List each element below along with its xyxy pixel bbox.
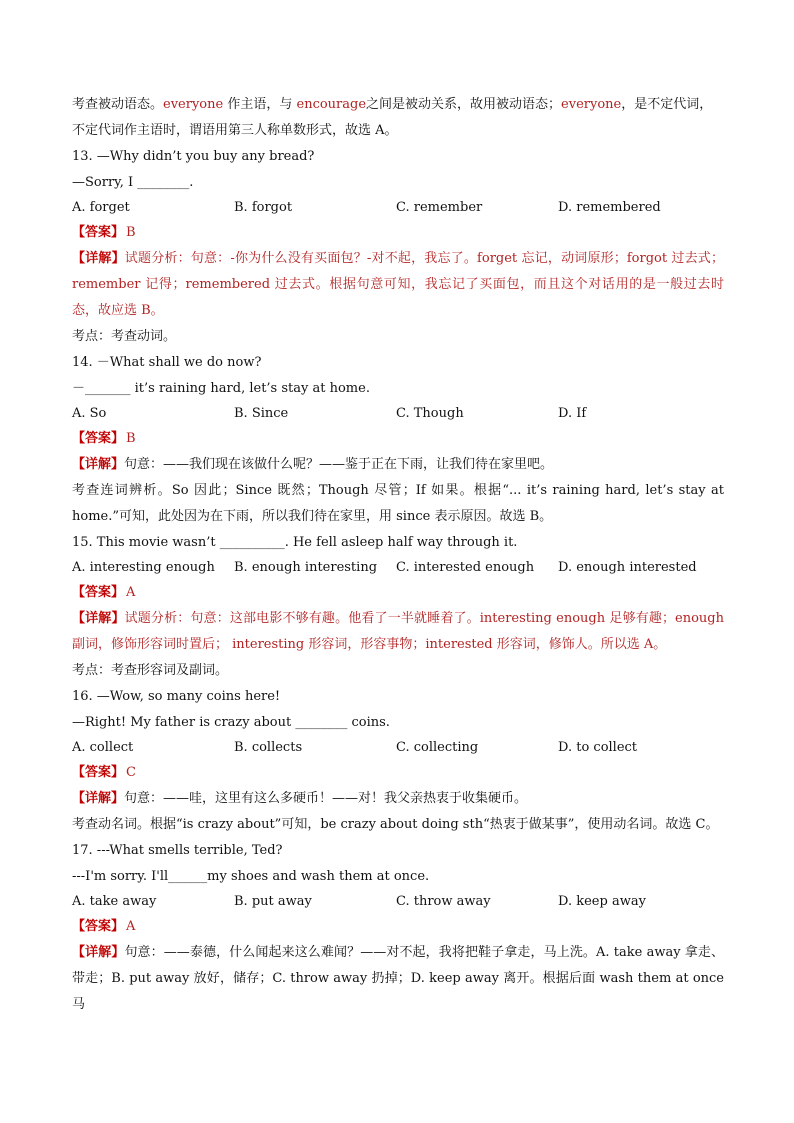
question-14: [72, 350, 724, 530]
option-a: A. forget: [72, 200, 130, 215]
option-a: A. interesting enough: [72, 560, 215, 575]
option-d: D. If: [558, 406, 587, 421]
detail-text: 【详解】句意：——我们现在该做什么呢？——鉴于正在下雨，让我们待在家里吧。: [72, 457, 554, 472]
answer-line: 【答案】 A: [72, 919, 136, 934]
question-stem: 13. —Why didn’t you buy any bread?: [72, 149, 315, 164]
document-page: [72, 92, 724, 1018]
question-17: [72, 838, 724, 1018]
question-stem: 15. This movie wasn’t __________. He fell asleep half way through it.: [72, 535, 518, 550]
point-text: 考查连词辨析。So 因此；Since 既然；Though 尽管；If 如果。根据“... it’s raining hard, let’s stay at home.”可知，此处因为在下雨，所以我们待在家里，用 since 表示原因。故选 B。: [72, 483, 724, 524]
option-d: D. keep away: [558, 894, 646, 909]
option-b: B. enough interesting: [234, 560, 378, 575]
question-stem: 16. —Wow, so many coins here!: [72, 689, 281, 704]
detail-text: 【详解】句意：——哇，这里有这么多硬币！——对！我父亲热衷于收集硬币。: [72, 791, 528, 806]
question-stem: 14. －What shall we do now?: [72, 355, 262, 370]
option-a: A. take away: [72, 894, 157, 909]
option-a: A. collect: [72, 740, 134, 755]
detail-text: 【详解】句意：——泰德，什么闻起来这么难闻？——对不起，我将把鞋子拿走，马上洗。A. take away 拿走、带走；B. put away 放好，储存；C. throw away 扔掉；D. keep away 离开。根据后面 wash them at once 马: [72, 945, 724, 1012]
question-stem: 17. ---What smells terrible, Ted?: [72, 843, 283, 858]
option-d: D. enough interested: [558, 560, 697, 575]
question-stem: —Sorry, I ________.: [72, 175, 194, 190]
question-13: [72, 144, 724, 350]
question-15: [72, 530, 724, 684]
options-row: [72, 736, 724, 760]
option-b: B. collects: [234, 740, 303, 755]
answer-line: 【答案】 B: [72, 431, 136, 446]
point-text: 考查动名词。根据“is crazy about”可知，be crazy about doing sth“热衷于做某事”，使用动名词。故选 C。: [72, 817, 719, 832]
option-c: C. collecting: [396, 740, 479, 755]
option-c: C. remember: [396, 200, 483, 215]
option-b: B. Since: [234, 406, 289, 421]
answer-line: 【答案】 A: [72, 585, 136, 600]
options-row: [72, 556, 724, 580]
detail-text: 【详解】试题分析：句意：这部电影不够有趣。他看了一半就睡着了。interesting enough 足够有趣；enough 副词，修饰形容词时置后； interesting 形容词，形容事物；interested 形容词，修饰人。所以选 A。: [72, 611, 724, 652]
options-row: [72, 402, 724, 426]
intro-line-2: 不定代词作主语时，谓语用第三人称单数形式，故选 A。: [72, 123, 398, 138]
question-stem: －_______ it’s raining hard, let’s stay at home.: [72, 381, 370, 396]
question-stem: —Right! My father is crazy about ________ coins.: [72, 715, 390, 730]
options-row: [72, 196, 724, 220]
option-d: D. to collect: [558, 740, 638, 755]
answer-line: 【答案】 B: [72, 225, 136, 240]
point-text: 考点：考查形容词及副词。: [72, 663, 229, 678]
option-c: C. throw away: [396, 894, 491, 909]
option-d: D. remembered: [558, 200, 661, 215]
option-c: C. Though: [396, 406, 464, 421]
intro-line-1: 考查被动语态。everyone 作主语，与 encourage之间是被动关系，故用被动语态；everyone，是不定代词，: [72, 97, 713, 112]
option-a: A. So: [72, 406, 107, 421]
point-text: 考点：考查动词。: [72, 329, 177, 344]
options-row: [72, 890, 724, 914]
option-b: B. forgot: [234, 200, 293, 215]
question-16: [72, 684, 724, 838]
option-c: C. interested enough: [396, 560, 535, 575]
question-stem: ---I'm sorry. I'll______my shoes and wash them at once.: [72, 869, 430, 884]
option-b: B. put away: [234, 894, 312, 909]
detail-text: 【详解】试题分析：句意：-你为什么没有买面包？-对不起，我忘了。forget 忘记，动词原形；forgot 过去式；remember 记得；remembered 过去式。根据句意可知，我忘记了买面包，而且这个对话用的是一般过去时态，故应选 B。: [72, 251, 724, 318]
answer-line: 【答案】 C: [72, 765, 136, 780]
